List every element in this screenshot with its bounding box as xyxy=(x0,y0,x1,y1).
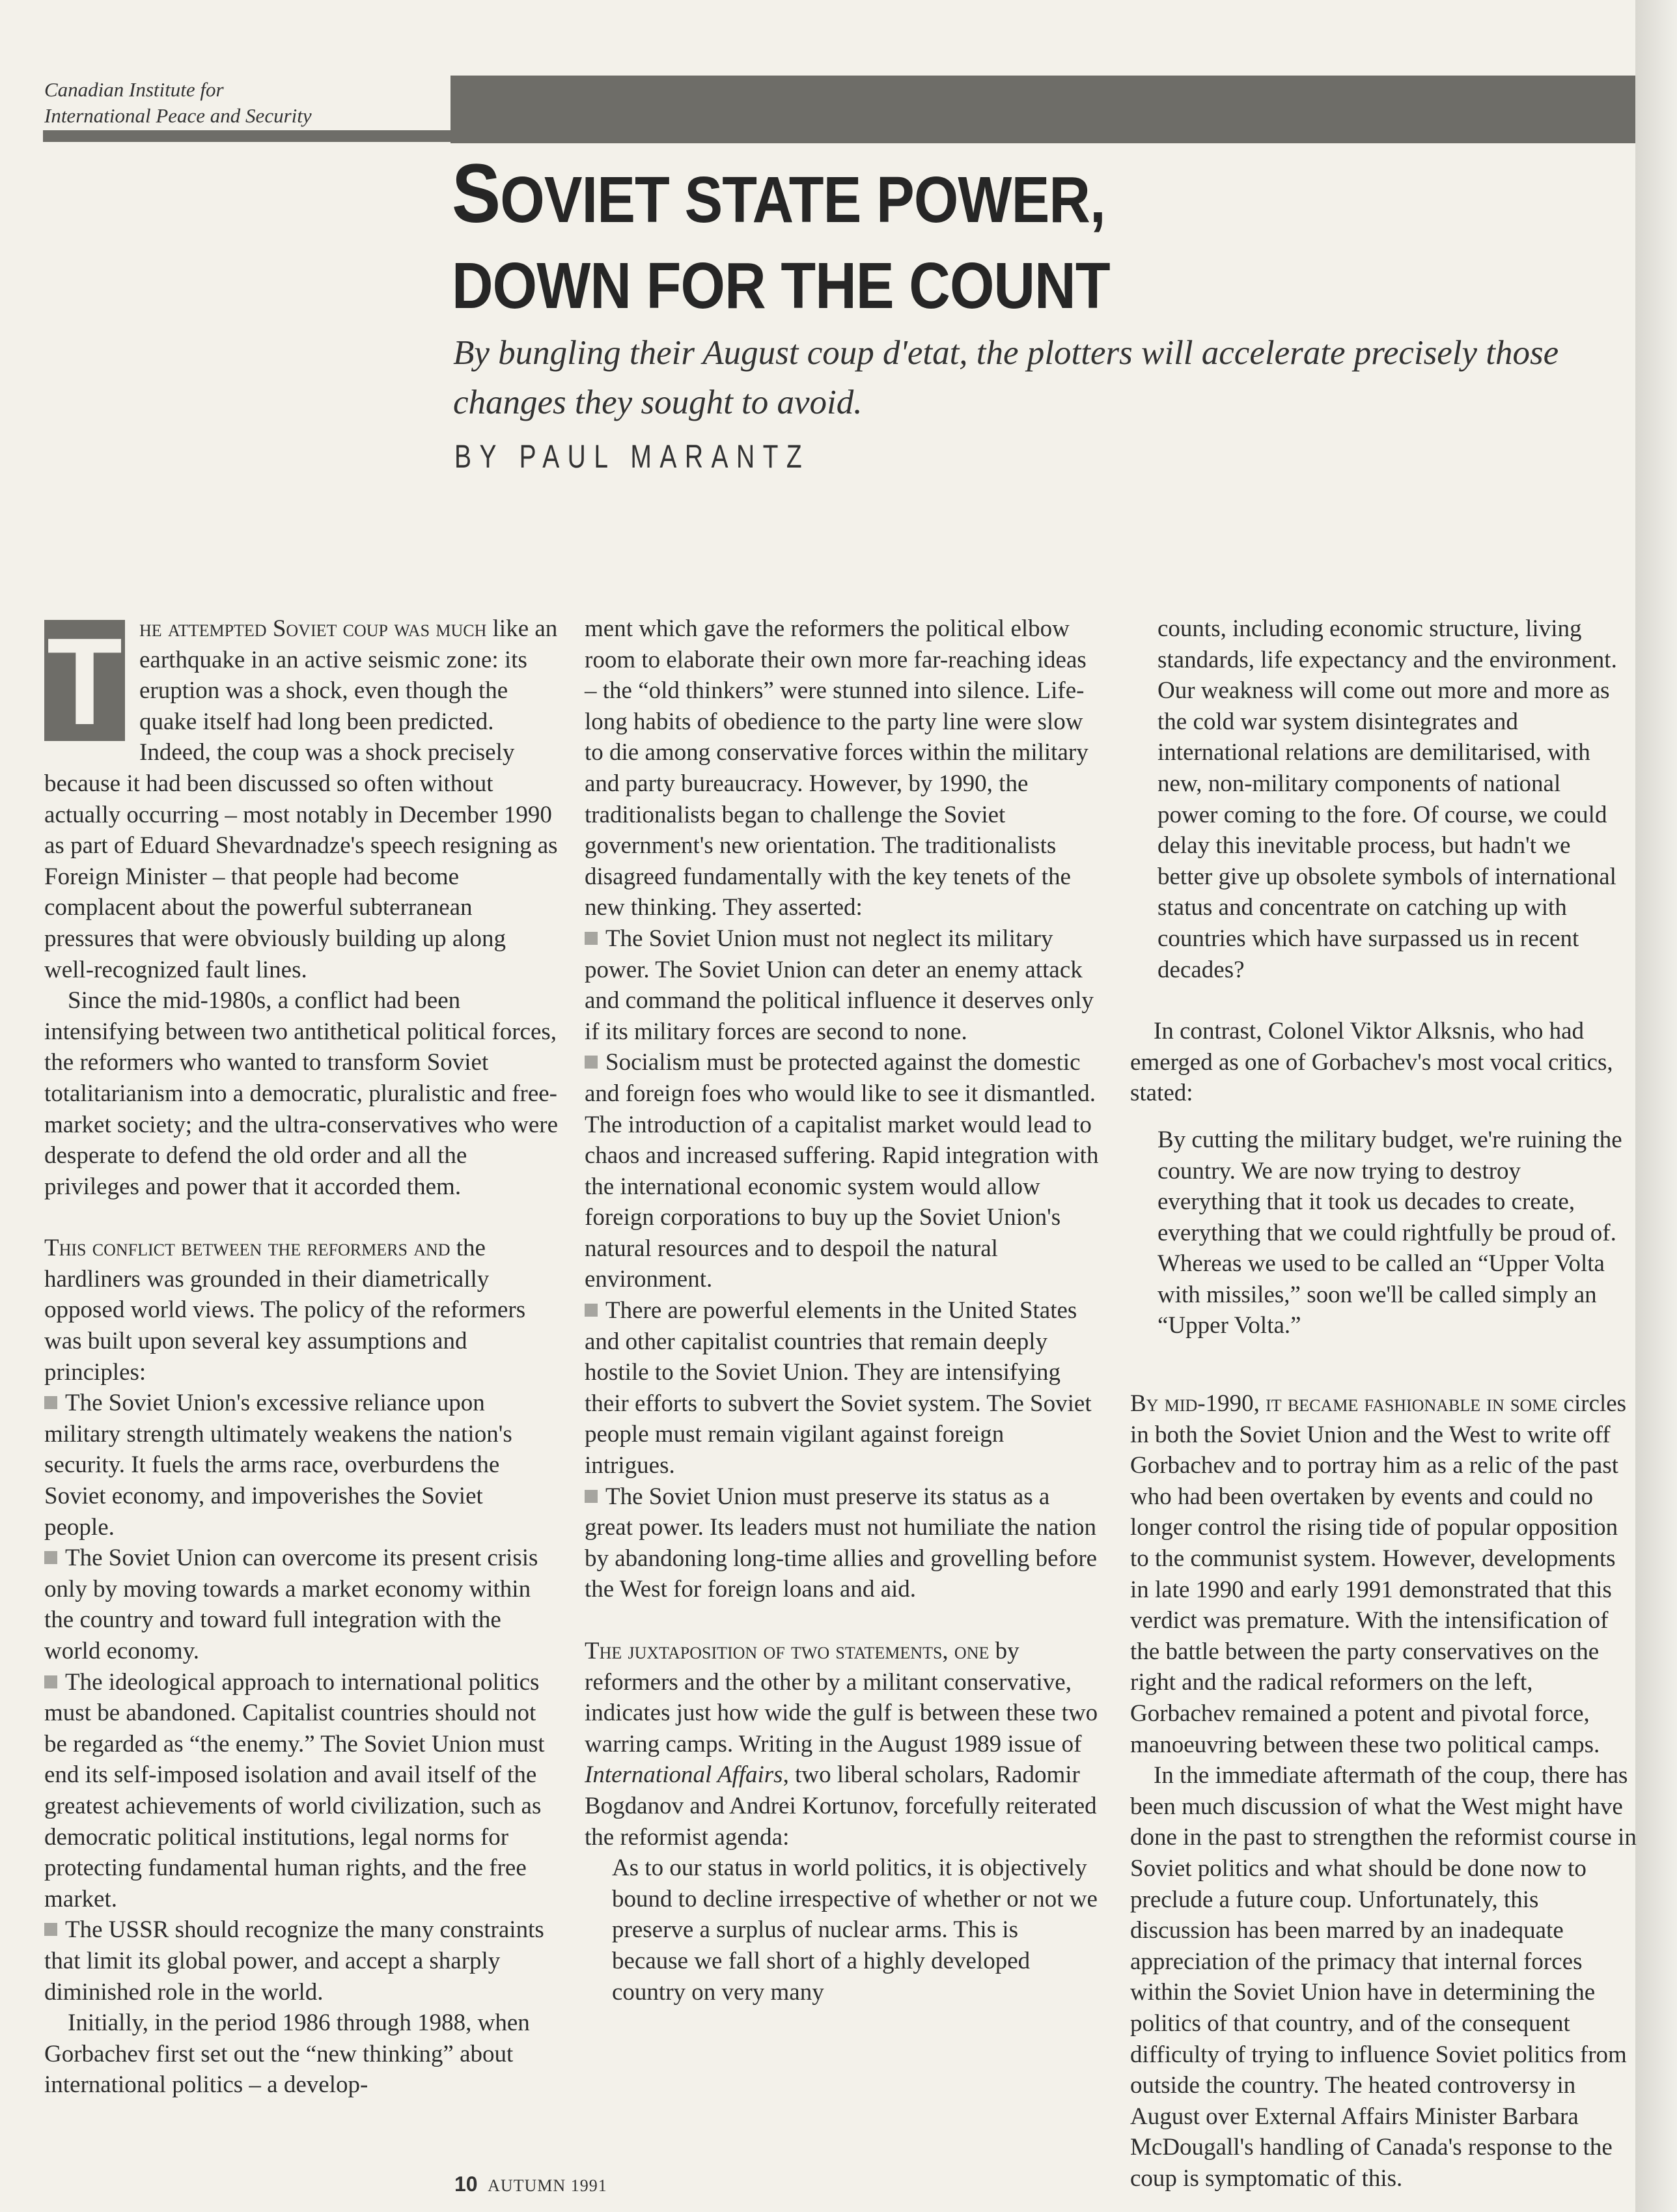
drop-cap: T xyxy=(44,620,125,741)
bullet-text: The Soviet Union's excessive reliance upon military strength ultimately weakens the nation's security. It fuels the arms race, overburdens the Soviet economy, and impoverishes the Soviet people. xyxy=(44,1390,512,1541)
block-quote-continued: counts, including economic structure, living standards, life expectancy and the environment. Our weakness will come out more and more as the cold war system disintegrates and international relations are demilitarised, with new, non-military components of national power coming to the fore. Of course, we could delay this inevitable process, but hadn't we better give up obsolete symbols of international status and concentrate on catching up with countries which have surpassed us in recent decades? xyxy=(1157,615,1617,983)
bullet-text: The Soviet Union must preserve its status as a great power. Its leaders must not humiliate the nation by abandoning long-time allies and grovelling before the West for foreign loans and aid. xyxy=(585,1483,1098,1603)
paragraph xyxy=(44,1233,559,1388)
bullet-item xyxy=(44,1914,559,2008)
bullet-item xyxy=(585,923,1099,1047)
paragraph-text: , two liberal scholars, Radomir Bogdanov and Andrei Kortunov, forcefully reiterated the reformist agenda: xyxy=(585,1761,1097,1851)
lead-in: By mid-1990, it became fashionable in some xyxy=(1130,1390,1558,1418)
paragraph-text: circles in both the Soviet Union and the West to write off Gorbachev and to portray him as a relic of the past who had been overtaken by events and could no longer control the rising tide of popular opposition to the communist system. However, developments in late 1990 and early 1991 demonstrated that this verdict was premature. With the intensification of the battle between the party conservatives on the right and the radical reformers on the left, Gorbachev remained a potent and pivotal force, manoeuvring between these two political camps. xyxy=(1130,1390,1627,1758)
bullet-text: The Soviet Union must not neglect its military power. The Soviet Union can deter an enemy attack and command the political influence it deserves only if its military forces are second to none. xyxy=(585,925,1094,1045)
bullet-text: There are powerful elements in the United States and other capitalist countries that remain deeply hostile to the Soviet Union. They are intensifying their efforts to subvert the Soviet system. The Soviet people must remain vigilant against foreign intrigues. xyxy=(585,1297,1092,1479)
paragraph: ment which gave the reformers the political elbow room to elaborate their own more far-reaching ideas – the “old thinkers” were stunned into silence. Life-long habits of obedience to the party line were slow to die among conservative forces within the military and party bureaucracy. However, by 1990, the traditionalists began to challenge the Soviet government's new orientation. The traditionalists disagreed fundamentally with the key tenets of the new thinking. They asserted: xyxy=(585,615,1088,921)
paragraph: In contrast, Colonel Viktor Alksnis, who had emerged as one of Gorbachev's most vocal critics, stated: xyxy=(1130,1018,1613,1107)
lead-in: The juxtaposition of two statements, one xyxy=(585,1638,990,1664)
square-bullet-icon xyxy=(44,1923,57,1936)
paragraph: Since the mid-1980s, a conflict had been intensifying between two antithetical political forces, the reformers who wanted to transform Soviet totalitarianism into a democratic, pluralistic and free-market society; and the ultra-conservatives who were desperate to defend the old order and all the privileges and power that it accorded them. xyxy=(44,987,559,1200)
article-title xyxy=(452,147,1483,329)
issue-date: AUTUMN 1991 xyxy=(488,2176,607,2195)
paragraph-text: by reformers and the other by a militant conservative, indicates just how wide the gulf is between these two warring camps. Writing in the August 1989 issue of xyxy=(585,1638,1098,1757)
bullet-item xyxy=(585,1047,1099,1295)
header-rule xyxy=(43,130,450,142)
page-edge-shadow xyxy=(1635,0,1677,2212)
square-bullet-icon xyxy=(585,932,598,945)
lead-in: This conflict between the reformers and xyxy=(44,1235,450,1262)
square-bullet-icon xyxy=(44,1551,57,1564)
column-3 xyxy=(1130,613,1638,2194)
bullet-text: The ideological approach to international politics must be abandoned. Capitalist countries should not be regarded as “the enemy.” The Soviet Union must end its self-imposed isolation and avail itself of the greatest achievements of world civilization, such as democratic political institutions, legal norms for protecting fundamental human rights, and the free market. xyxy=(44,1668,545,1912)
byline: BY PAUL MARANTZ xyxy=(454,438,811,475)
journal-title: International Affairs xyxy=(585,1761,783,1789)
paragraph-text: the hardliners was grounded in their diametrically opposed world views. The policy of the reformers was built upon several key assumptions and principles: xyxy=(44,1235,526,1386)
square-bullet-icon xyxy=(44,1675,57,1688)
column-2 xyxy=(585,613,1099,2008)
page-number: 10 xyxy=(454,2172,478,2196)
title-line-1-rest: OVIET STATE POWER, xyxy=(500,163,1105,236)
paragraph xyxy=(1130,1388,1638,1760)
bullet-item xyxy=(585,1481,1099,1605)
paragraph: In the immediate aftermath of the coup, there has been much discussion of what the West might have done in the past to strengthen the reformist course in Soviet politics and what should be done now to preclude a future coup. Unfortunately, this discussion has been marred by an inadequate appreciation of the primacy that internal forces within the Soviet Union have in determining the politics of that country, and of the consequent difficulty of trying to influence Soviet politics from outside the country. The heated controversy in August over External Affairs Minister Barbara McDougall's handling of Canada's response to the coup is symptomatic of this. xyxy=(1130,1762,1637,2192)
lead-in: he attempted Soviet coup was much xyxy=(139,615,487,642)
bullet-item xyxy=(44,1388,559,1543)
institute-name xyxy=(44,77,312,129)
column-1 xyxy=(44,613,559,2101)
square-bullet-icon xyxy=(585,1304,598,1317)
block-quote: By cutting the military budget, we're ruining the country. We are now trying to destroy everything that it took us decades to create, everything that we could rightfully be proud of. Whereas we used to be called an “Upper Volta with missiles,” soon we'll be called simply an “Upper Volta.” xyxy=(1157,1126,1622,1339)
paragraph xyxy=(44,613,559,985)
square-bullet-icon xyxy=(585,1056,598,1069)
bullet-item xyxy=(44,1543,559,1666)
title-initial: S xyxy=(452,147,501,240)
title-line-2: DOWN FOR THE COUNT xyxy=(452,249,1110,322)
square-bullet-icon xyxy=(44,1396,57,1409)
paragraph-text: like an earthquake in an active seismic zone: its eruption was a shock, even though the quake itself had long been predicted. Indeed, the coup was a shock precisely because it had been discussed so often without actually occurring – most notably in December 1990 as part of Eduard Shevardnadze's speech resigning as Foreign Minister – that people had become complacent about the powerful subterranean pressures that were obviously building up along well-recognized fault lines. xyxy=(44,615,558,983)
paragraph: Initially, in the period 1986 through 1988, when Gorbachev first set out the “new thinking” about international politics – a develop- xyxy=(44,2009,530,2099)
institute-line-2: International Peace and Security xyxy=(44,104,312,127)
square-bullet-icon xyxy=(585,1490,598,1503)
institute-line-1: Canadian Institute for xyxy=(44,78,224,101)
bullet-item xyxy=(585,1295,1099,1481)
page-footer xyxy=(454,2172,607,2196)
bullet-item xyxy=(44,1667,559,1915)
title-line-1 xyxy=(452,147,1483,243)
paragraph xyxy=(585,1636,1099,1853)
header-bar xyxy=(450,76,1635,143)
bullet-text: Socialism must be protected against the domestic and foreign foes who would like to see it dismantled. The introduction of a capitalist market would lead to chaos and increased suffering. Rapid integration with the international economic system would allow foreign corporations to buy up the Soviet Union's natural resources and to despoil the natural environment. xyxy=(585,1049,1099,1293)
bullet-text: The Soviet Union can overcome its present crisis only by moving towards a market economy within the country and toward full integration with the world economy. xyxy=(44,1545,538,1664)
bullet-text: The USSR should recognize the many constraints that limit its global power, and accept a sharply diminished role in the world. xyxy=(44,1916,544,2006)
block-quote: As to our status in world politics, it is objectively bound to decline irrespective of whether or not we preserve a surplus of nuclear arms. This is because we fall short of a highly developed country on very many xyxy=(612,1855,1098,2006)
article-deck: By bungling their August coup d'etat, the plotters will accelerate precisely those changes they sought to avoid. xyxy=(453,334,1559,421)
